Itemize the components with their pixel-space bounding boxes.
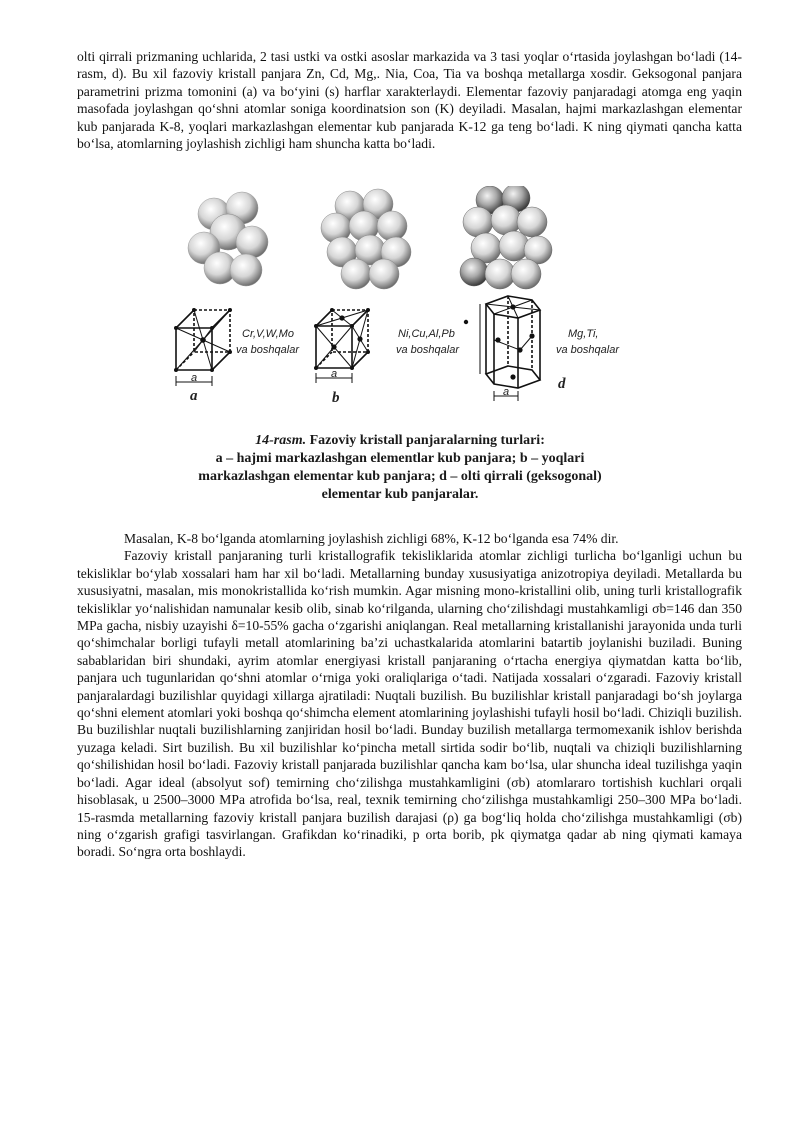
- figure-caption: [160, 432, 640, 504]
- letter-b: b: [332, 390, 340, 406]
- label-a-metals: Cr,V,W,Mo: [242, 328, 294, 340]
- lattice-diagram-b: [316, 310, 368, 383]
- top-text-block: [77, 48, 742, 152]
- caption-line-3: markazlashgan elementar kub panjara; d – olti qirrali (geksogonal): [198, 469, 602, 484]
- sphere-model-a: [188, 192, 268, 286]
- label-b-metals: Ni,Cu,Al,Pb: [398, 328, 455, 340]
- label-b-other: va boshqalar: [396, 344, 459, 356]
- param-a-label-2: a: [331, 368, 338, 380]
- paragraph-continuation: olti qirrali prizmaning uchlarida, 2 tasi ustki va ostki asoslar markazida va 3 tasi yoqlar oʻrtasida joylashgan boʻladi (14-rasm, d). Bu xil fazoviy kristall panjara Zn, Cd, Mg,. Nia, Coa, Tia va boshqa metallarga xosdir. Geksogonal panjara parametrini prizma tomonini (a) va boʻyini (s) harflar xarakterlaydi. Elementar fazoviy panjaradagi atomga eng yaqin masofada joylashgan qoʻshni atomlar soniga koordinatsion son (K) deyiladi. Masalan, hajmi markazlashgan elementar kub panjarada K-8, yoqlari markazlashgan elementar kub panjarada K-12 ga teng boʻladi. K ning qiymati qancha katta boʻlsa, atomlarning joylashish zichligi ham shuncha katta boʻladi.: [77, 49, 742, 152]
- crystal-lattice-illustration: [160, 186, 640, 426]
- label-d-other: va boshqalar: [556, 344, 619, 356]
- letter-d: d: [558, 376, 566, 392]
- label-d-metals: Mg,Ti,: [568, 328, 599, 340]
- paragraph-anisotropy: Fazoviy kristall panjaraning turli kristallografik tekisliklarida atomlar zichligi turlicha boʻlganligi uchun bu tekisliklar boʻylab xossalari ham har xil boʻladi. Metallarning bunday xususiyatiga anizotropiya deyiladi. Metallarda bu xususiyatni, masalan, mis monokristallida koʻrish mumkin. Agar misning mono-kristallini olib, uning turli kristallografik tekisliklar yoʻnalishidan namunalar kesib olib, sinab koʻrilganda, ularning choʻzilishdagi mustahkamligi σb=146 dan 350 MPa gacha, nisbiy uzayishi δ=10-55% gacha oʻzgarishi aniqlangan. Real metallarning kristallanishi jarayonida unda turli qoʻshimchalar borligi tufayli metall atomlarining baʼzi uchastkalarida atomlarini batartib joylanishi buziladi. Buning sabablaridan biri shundaki, ayrim atomlar energiyasi kristall panjaraning oʻrtacha energiya qiymatdan katta boʻlib, panjara uch tugunlaridan qoʻshni atomlar oʻrniga yoki oraliqlariga oʻtadi. Natijada xossalari oʻzgaradi. Fazoviy kristall panjaralardagi buzilishlar quyidagi xillarga ajratiladi: Nuqtali buzilish. Bu buzilishlar kristall panjaradagi boʻsh joylarga qoʻshni element atomlari yoki boshqa qoʻshimcha element atomlarining joylashishi tufayli hosil boʻladi. Chiziqli buzilish. Bu buzilishlar nuqtali buzilishlarning zanjiridan hosil boʻladi. Bunday buzilish metallarga termomexanik ishlov berishda yuzaga keladi. Sirt buzilish. Bu xil buzilishlar koʻpincha metall sirtida sodir boʻlib, nuqtali va chiziqli buzilishlarning qoʻshilishidan hosil boʻladi. Fazoviy kristall panjarada buzilishlar qancha kam boʻlsa, ular shuncha ideal tuzilishga yaqin boʻladi. Agar ideal (absolyut sof) temirning choʻzilishga mustahkamligini (σb) atomlararo tortishish kuchlari orqali hisoblasak, u 2500–3000 MPa atrofida boʻlsa, real, texnik temirning choʻzilishga mustahkamligi 250–300 MPa boʻladi. 15-rasmda metallarning fazoviy kristall panjara buzilish darajasi (ρ) ga bogʻliq holda choʻzilishga mustahkamligi (σb) ning oʻzgarish grafigi tasvirlangan. Grafikdan koʻrinadiki, p orta borib, pk qiymatga qadar ab ning qiymati kamaya boradi. Soʻngra orta boshlaydi.: [77, 548, 742, 860]
- caption-line-4: elementar kub panjaralar.: [321, 487, 479, 502]
- figure-14: [160, 186, 640, 516]
- letter-a: a: [190, 388, 198, 404]
- lattice-diagram-a: [176, 310, 230, 386]
- lattice-diagram-d: [480, 296, 540, 401]
- caption-line-2: a – hajmi markazlashgan elementlar kub panjara; b – yoqlari: [215, 451, 585, 466]
- bottom-text-block: [77, 530, 742, 861]
- label-a-other: va boshqalar: [236, 344, 299, 356]
- sphere-model-b: [321, 189, 411, 289]
- param-a-label-3: a: [503, 386, 510, 398]
- paragraph-density: Masalan, K-8 boʻlganda atomlarning joylashish zichligi 68%, K-12 boʻlganda esa 74% dir.: [124, 531, 619, 546]
- caption-line-1: 14-rasm. Fazoviy kristall panjaralarning turlari:: [255, 433, 545, 448]
- param-a-label-1: a: [191, 372, 198, 384]
- caption-number: 14-rasm.: [255, 433, 307, 448]
- sphere-model-d: [460, 186, 552, 289]
